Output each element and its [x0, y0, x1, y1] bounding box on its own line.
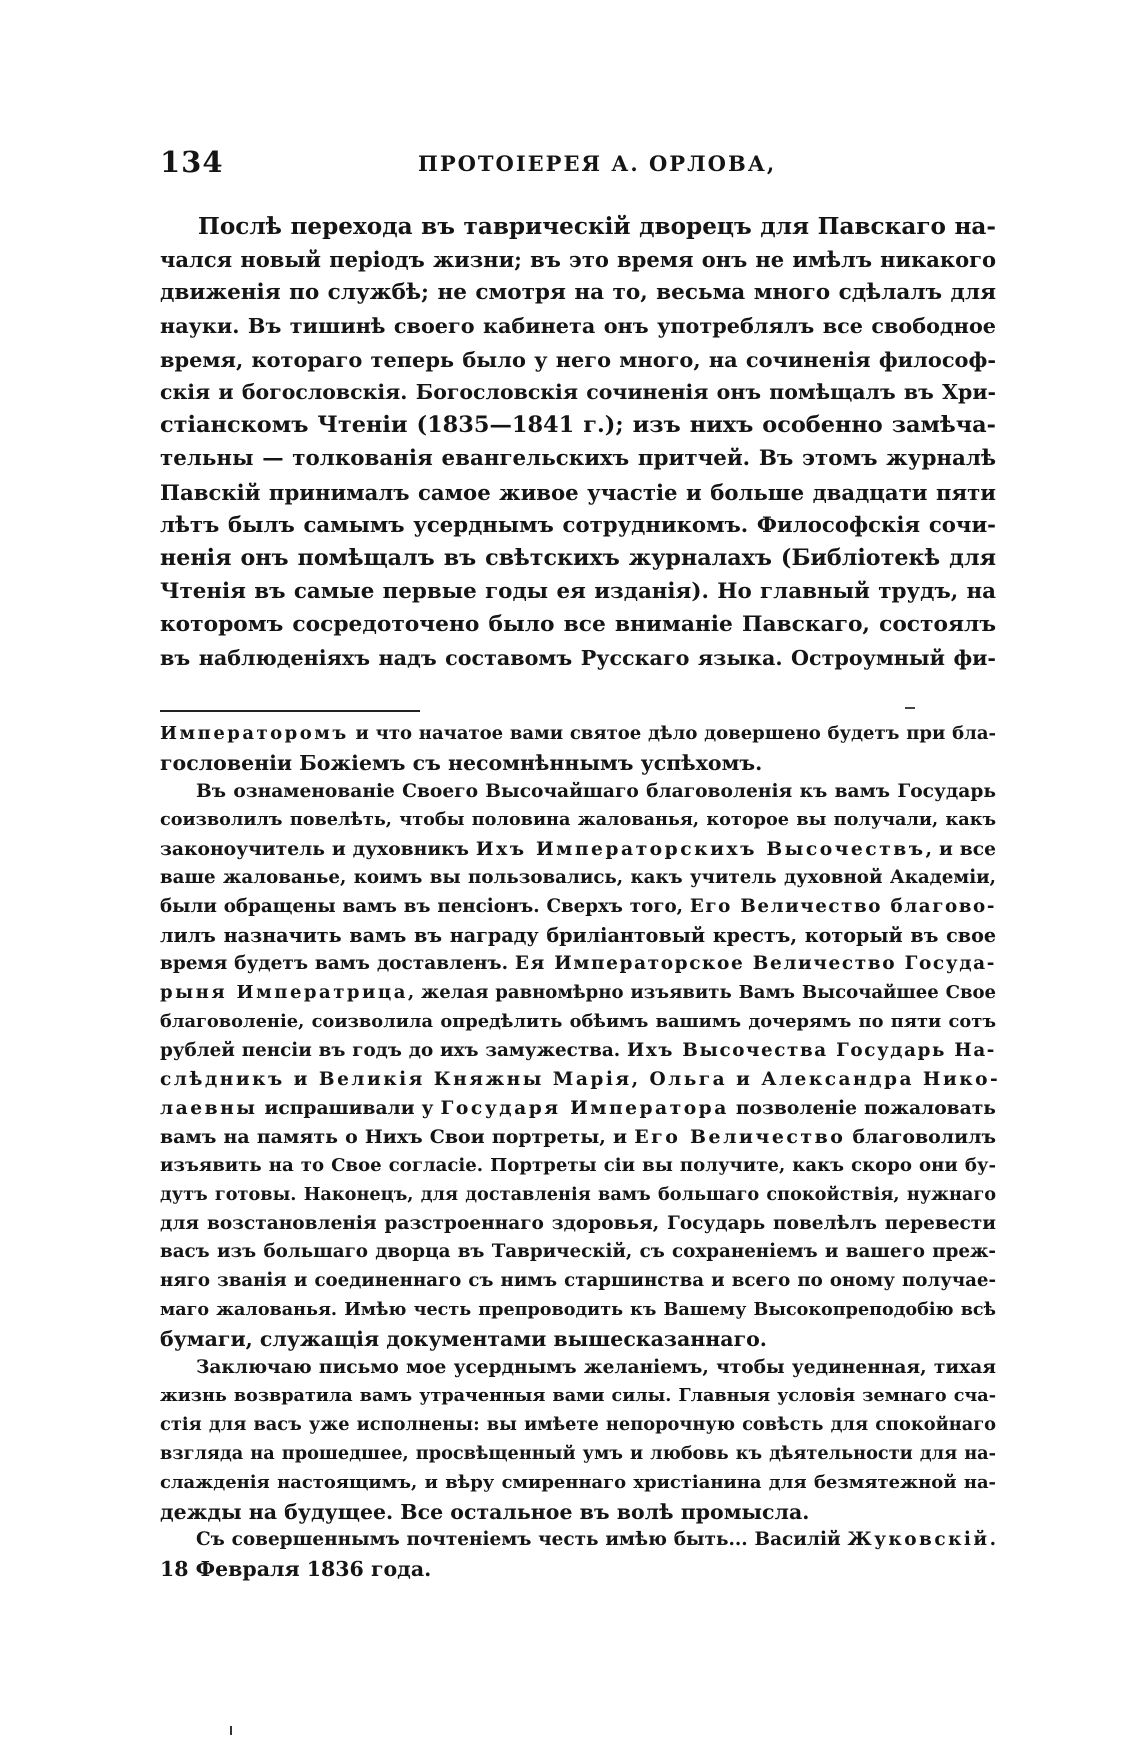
spaced-word: Ея Императорское Величество Госуда-	[514, 953, 996, 975]
spaced-word: Его Величество благово-	[689, 895, 996, 917]
main-line: которомъ сосредоточено было все вниманіе Павскаго, состоялъ	[160, 612, 996, 638]
footnote-line	[160, 979, 996, 1008]
spaced-word: слѣдникъ и Великія Княжны Марія, Ольга и Александра Нико-	[160, 1068, 1001, 1090]
footnote-text: благоволилъ	[845, 1126, 996, 1149]
footnote-text: были обращены вамъ въ пенсіонъ. Сверхъ того,	[160, 895, 690, 917]
spaced-word: Ихъ Высочества Государь На-	[626, 1039, 996, 1061]
footnote-line	[160, 1123, 996, 1152]
main-line: Павскій принималъ самое живое участіе и больше двадцати пяти	[160, 479, 996, 505]
spaced-word: Ихъ Императорскихъ Высочествъ	[475, 838, 926, 861]
spaced-word: лаевны	[160, 1097, 258, 1120]
main-line: лѣтъ былъ самымъ усерднымъ сотрудникомъ. Философскія сочи-	[160, 512, 996, 538]
footnote-text: , и все	[925, 838, 996, 861]
footnote-text: время будетъ вамъ доставленъ.	[160, 953, 515, 975]
footnote-line: Заключаю письмо мое усерднымъ желаніемъ, чтобы уединенная, тихая	[196, 1356, 996, 1378]
footnote-line	[160, 1066, 1001, 1095]
footnote-line: Въ ознаменованіе Своего Высочайшаго благоволенія къ вамъ Государь	[196, 780, 996, 802]
footnote-line: стія для васъ уже исполнены: вы имѣете непорочную совѣсть для спокойнаго	[160, 1414, 996, 1436]
page-number: 134	[160, 145, 224, 179]
footnote-line: ваше жалованье, коимъ вы пользовались, какъ учитель духовной Академіи,	[160, 866, 996, 888]
footnote-line: слажденія настоящимъ, и вѣру смиреннаго христіанина для безмятежной на-	[160, 1471, 996, 1493]
footnote-line: гословеніи Божіемъ съ несомнѣннымъ успѣхомъ.	[160, 750, 763, 775]
footnote-text: и что начатое вами святое дѣло довершено будетъ при бла-	[348, 723, 996, 744]
footnote-line: дежды на будущее. Все остальное въ волѣ промысла.	[160, 1499, 810, 1524]
footnote-line: лилъ назначить вамъ въ награду бриліантовый крестъ, который въ свое	[160, 923, 996, 947]
footnote-line	[160, 720, 996, 749]
footnote-line: благоволеніе, соизволила опредѣлить обѣимъ вашимъ дочерямъ по пяти сотъ	[160, 1010, 996, 1032]
main-line: въ наблюденіяхъ надъ составомъ Русскаго языка. Остроумный фи-	[160, 645, 996, 670]
spaced-word: Императоромъ	[160, 723, 349, 744]
footnote-line: няго званія и соединеннаго съ нимъ старшинства и всего по оному получае-	[160, 1270, 996, 1292]
footnote-text: законоучитель и духовникъ	[160, 838, 476, 861]
footnote-text: , желая равномѣрно изъявить Вамъ Высочайшее Свое	[407, 982, 996, 1004]
footnote-dash-mark	[905, 707, 915, 709]
footnote-line: изъявить на то Свое согласіе. Портреты сіи вы получите, какъ скоро они бу-	[160, 1154, 996, 1176]
main-line: науки. Въ тишинѣ своего кабинета онъ употреблялъ все свободное	[160, 313, 996, 338]
footnote-line	[160, 835, 996, 864]
main-line: ненія онъ помѣщалъ въ свѣтскихъ журналахъ (Библіотекѣ для	[160, 545, 996, 572]
footnote-line	[160, 893, 996, 922]
footnote-text: Съ совершеннымъ почтеніемъ честь имѣю быть... Василій	[196, 1529, 848, 1551]
footnote-text: испрашивали у	[257, 1097, 441, 1120]
footnote-text: .	[989, 1529, 996, 1551]
footnote-line: для возстановленія разстроеннаго здоровья, Государь повелѣлъ перевести	[160, 1212, 996, 1234]
main-line: чался новый періодъ жизни; въ это время онъ не имѣлъ никакого	[160, 247, 996, 273]
main-line: движенія по службѣ; не смотря на то, весьма много сдѣлалъ для	[160, 280, 996, 306]
footnote-line: маго жалованья. Имѣю честь препроводить къ Вашему Высокопреподобію всѣ	[160, 1298, 996, 1320]
footnote-line: жизнь возвратила вамъ утраченныя вами силы. Главныя условія земнаго сча-	[160, 1385, 996, 1407]
footnote-line	[160, 950, 996, 979]
main-line: Послѣ перехода въ таврическій дворецъ для Павскаго на-	[198, 213, 996, 240]
footnote-line: бумаги, служащія документами вышесказаннаго.	[160, 1326, 767, 1351]
letter-date: 18 Февраля 1836 года.	[160, 1557, 432, 1582]
page-header	[160, 145, 996, 185]
footnote-text: вамъ на память о Нихъ Свои портреты, и	[160, 1126, 635, 1149]
main-line: стіанскомъ Чтеніи (1835—1841 г.); изъ нихъ особенно замѣча-	[160, 412, 996, 439]
footnote-line: соизволилъ повелѣть, чтобы половина жалованья, которое вы получали, какъ	[160, 809, 996, 831]
spaced-word: рыня Императрица	[160, 982, 408, 1004]
footnote-line: васъ изъ большаго дворца въ Таврическій, съ сохраненіемъ и вашего преж-	[160, 1241, 996, 1263]
footnote-block	[160, 720, 1001, 1584]
spaced-word: Его Величество	[634, 1126, 846, 1149]
main-paragraph	[160, 210, 996, 675]
main-line: тельны — толкованія евангельскихъ притчей. Въ этомъ журналѣ	[160, 446, 996, 472]
footnote-line: взгляда на прошедшее, просвѣщенный умъ и любовь къ дѣятельности для на-	[160, 1442, 996, 1464]
footnote-line: дутъ готовы. Наконецъ, для доставленія вамъ большаго спокойствія, нужнаго	[160, 1183, 996, 1205]
footnote-text: позволеніе пожаловать	[728, 1097, 996, 1120]
footnote-divider	[160, 710, 420, 712]
footnote-line	[160, 1526, 996, 1555]
spaced-word: Государя Императора	[440, 1097, 729, 1120]
main-line: время, котораго теперь было у него много, на сочиненія философ-	[160, 346, 996, 372]
signature-name: Жуковскій	[847, 1529, 990, 1551]
main-line: Чтенія въ самые первые годы ея изданія). Но главный трудъ, на	[160, 579, 996, 605]
footnote-line	[160, 1037, 996, 1066]
stray-print-mark	[230, 1726, 232, 1735]
main-line: скія и богословскія. Богословскія сочиненія онъ помѣщалъ въ Хри-	[160, 380, 996, 405]
footnote-text: рублей пенсіи въ годъ до ихъ замужества.	[160, 1039, 627, 1061]
running-title: ПРОТОІЕРЕЯ А. ОРЛОВА,	[418, 151, 777, 176]
footnote-line	[160, 1094, 996, 1123]
